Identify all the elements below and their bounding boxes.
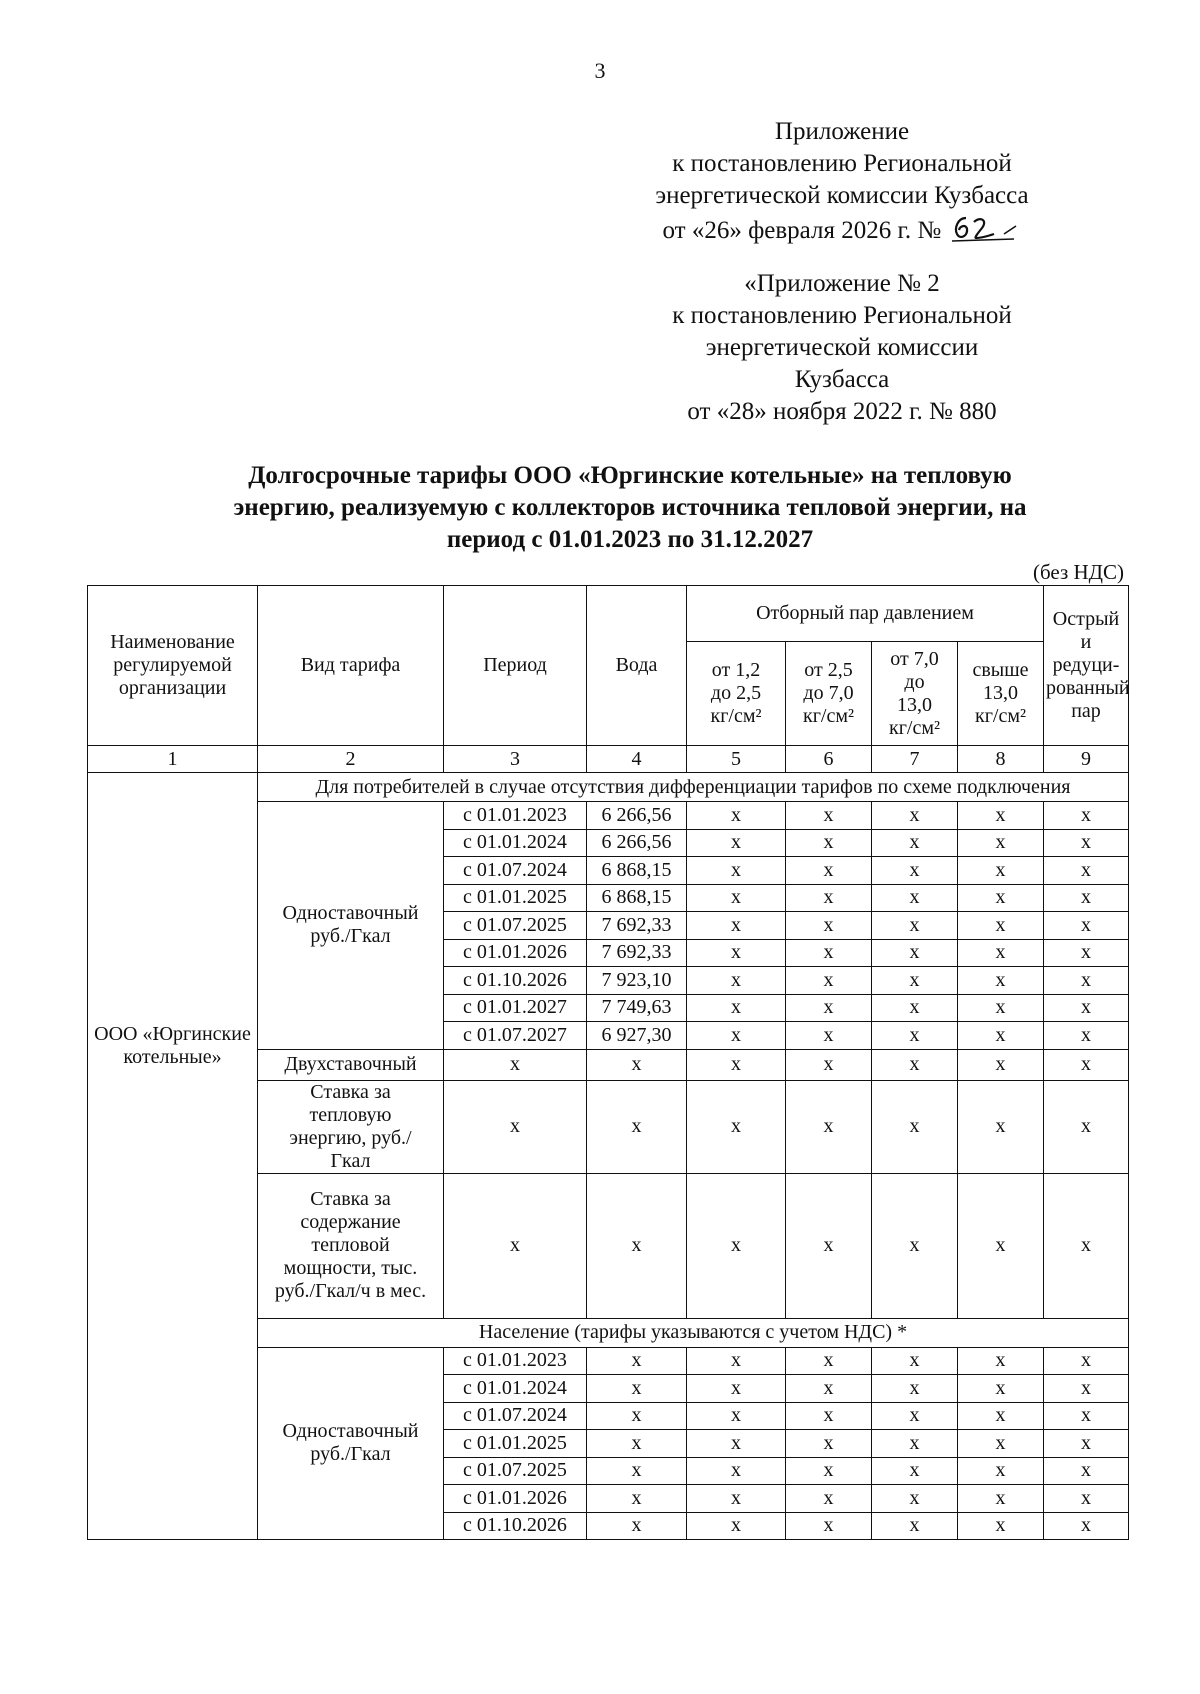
- annex-current-date: от «26» февраля 2026 г. №: [662, 217, 942, 244]
- cross-mark-cell: х: [1044, 857, 1129, 885]
- cross-mark-cell: х: [958, 857, 1044, 885]
- period-cell: с 01.01.2023: [444, 802, 587, 830]
- cross-mark-cell: х: [444, 1049, 587, 1080]
- cross-mark-cell: х: [872, 1347, 958, 1375]
- annex-current-line: Приложение: [774, 118, 910, 145]
- cross-mark-cell: х: [786, 1430, 872, 1458]
- header-steam-4: свыше 13,0 кг/см²: [958, 642, 1044, 746]
- cross-mark-cell: х: [1044, 829, 1129, 857]
- cross-mark-cell: х: [587, 1485, 687, 1513]
- cross-mark-cell: х: [872, 967, 958, 995]
- cross-mark-cell: х: [958, 802, 1044, 830]
- cross-mark-cell: х: [786, 1485, 872, 1513]
- column-number: 7: [872, 746, 958, 773]
- cross-mark-cell: х: [786, 884, 872, 912]
- cross-mark-cell: х: [786, 829, 872, 857]
- header-steam-2: от 2,5 до 7,0 кг/см²: [786, 642, 872, 746]
- water-tariff-cell: 6 868,15: [587, 884, 687, 912]
- water-tariff-cell: 6 266,56: [587, 802, 687, 830]
- cross-mark-cell: х: [872, 994, 958, 1022]
- column-number-row: [88, 746, 1129, 773]
- cross-mark-cell: х: [786, 1402, 872, 1430]
- cross-mark-cell: х: [958, 829, 1044, 857]
- cross-mark-cell: х: [687, 857, 786, 885]
- cross-mark-cell: х: [872, 1049, 958, 1080]
- cross-mark-cell: х: [958, 1402, 1044, 1430]
- header-steam-group: Отборный пар давлением: [687, 586, 1044, 642]
- annex-current-date-line: [562, 212, 1122, 247]
- document-title-line: энергию, реализуемую с коллекторов источника тепловой энергии, на: [233, 494, 1027, 521]
- two-rate-label: Двухставочный: [258, 1049, 444, 1080]
- cross-mark-cell: х: [872, 1402, 958, 1430]
- cross-mark-cell: х: [786, 912, 872, 940]
- water-tariff-cell: 7 692,33: [587, 912, 687, 940]
- cross-mark-cell: х: [958, 1080, 1044, 1173]
- handwritten-number-icon: [948, 212, 1022, 244]
- cross-mark-cell: х: [687, 994, 786, 1022]
- org-name-cell: ООО «Юргинские котельные»: [88, 773, 258, 1319]
- cross-mark-cell: х: [587, 1049, 687, 1080]
- cross-mark-cell: х: [958, 912, 1044, 940]
- document-title-line: период с 01.01.2023 по 31.12.2027: [446, 526, 814, 553]
- cross-mark-cell: х: [958, 884, 1044, 912]
- period-cell: с 01.01.2025: [444, 1430, 587, 1458]
- cross-mark-cell: х: [587, 1402, 687, 1430]
- water-tariff-cell: 6 868,15: [587, 857, 687, 885]
- cross-mark-cell: х: [872, 1173, 958, 1318]
- cross-mark-cell: х: [1044, 1402, 1129, 1430]
- cross-mark-cell: х: [587, 1457, 687, 1485]
- cross-mark-cell: х: [872, 939, 958, 967]
- water-tariff-cell: 7 692,33: [587, 939, 687, 967]
- cross-mark-cell: х: [687, 939, 786, 967]
- cross-mark-cell: х: [444, 1173, 587, 1318]
- cross-mark-cell: х: [687, 1049, 786, 1080]
- water-tariff-cell: 6 266,56: [587, 829, 687, 857]
- cross-mark-cell: х: [587, 1347, 687, 1375]
- cross-mark-cell: х: [1044, 1022, 1129, 1050]
- tariff-table: [87, 585, 1129, 1540]
- header-period: Период: [444, 586, 587, 746]
- annex-previous-line: к постановлению Региональной: [672, 302, 1012, 329]
- cross-mark-cell: х: [958, 1022, 1044, 1050]
- column-number: 4: [587, 746, 687, 773]
- cross-mark-cell: х: [786, 967, 872, 995]
- single-rate-label: Одноставочный руб./Гкал: [258, 802, 444, 1050]
- cross-mark-cell: х: [687, 829, 786, 857]
- table-row: [88, 1318, 1129, 1347]
- cross-mark-cell: х: [1044, 912, 1129, 940]
- water-tariff-cell: 7 923,10: [587, 967, 687, 995]
- cross-mark-cell: х: [587, 1375, 687, 1403]
- column-number: 2: [258, 746, 444, 773]
- cross-mark-cell: х: [1044, 884, 1129, 912]
- cross-mark-cell: х: [872, 884, 958, 912]
- cross-mark-cell: х: [687, 912, 786, 940]
- header-sharp-steam: Острый и редуци-рованный пар: [1044, 586, 1129, 746]
- period-cell: с 01.01.2026: [444, 939, 587, 967]
- cross-mark-cell: х: [958, 939, 1044, 967]
- cross-mark-cell: х: [1044, 1430, 1129, 1458]
- period-cell: с 01.01.2023: [444, 1347, 587, 1375]
- annex-current-line: энергетической комиссии Кузбасса: [655, 182, 1029, 209]
- cross-mark-cell: х: [1044, 802, 1129, 830]
- cross-mark-cell: х: [786, 802, 872, 830]
- section-title: Для потребителей в случае отсутствия дифференциации тарифов по схеме подключения: [258, 773, 1129, 802]
- period-cell: с 01.01.2024: [444, 829, 587, 857]
- header-water: Вода: [587, 586, 687, 746]
- cross-mark-cell: х: [786, 1080, 872, 1173]
- cross-mark-cell: х: [687, 802, 786, 830]
- cross-mark-cell: х: [587, 1512, 687, 1540]
- column-number: 6: [786, 746, 872, 773]
- period-cell: с 01.10.2026: [444, 967, 587, 995]
- vat-note: (без НДС): [1032, 560, 1124, 584]
- annex-current-line: к постановлению Региональной: [672, 150, 1012, 177]
- capacity-rate-label: Ставка за содержание тепловой мощности, тыс. руб./Гкал/ч в мес.: [258, 1173, 444, 1318]
- period-cell: с 01.01.2027: [444, 994, 587, 1022]
- cross-mark-cell: х: [1044, 1457, 1129, 1485]
- cross-mark-cell: х: [786, 939, 872, 967]
- water-tariff-cell: 7 749,63: [587, 994, 687, 1022]
- annex-previous-line: «Приложение № 2: [744, 270, 940, 297]
- period-cell: с 01.07.2025: [444, 912, 587, 940]
- cross-mark-cell: х: [587, 1173, 687, 1318]
- section-title: Население (тарифы указываются с учетом НДС) *: [258, 1318, 1129, 1347]
- period-cell: с 01.07.2025: [444, 1457, 587, 1485]
- cross-mark-cell: х: [687, 1402, 786, 1430]
- cross-mark-cell: х: [872, 912, 958, 940]
- period-cell: с 01.01.2025: [444, 884, 587, 912]
- cross-mark-cell: х: [958, 1347, 1044, 1375]
- cross-mark-cell: х: [587, 1080, 687, 1173]
- energy-rate-label: Ставка за тепловую энергию, руб./Гкал: [258, 1080, 444, 1173]
- period-cell: с 01.01.2024: [444, 1375, 587, 1403]
- cross-mark-cell: х: [958, 1049, 1044, 1080]
- cross-mark-cell: х: [687, 1485, 786, 1513]
- page-number: 3: [594, 58, 606, 83]
- cross-mark-cell: х: [958, 994, 1044, 1022]
- column-number: 8: [958, 746, 1044, 773]
- cross-mark-cell: х: [786, 1347, 872, 1375]
- header-tariff-type: Вид тарифа: [258, 586, 444, 746]
- cross-mark-cell: х: [687, 1080, 786, 1173]
- org-name-cell-continued: [88, 1318, 258, 1540]
- cross-mark-cell: х: [872, 1457, 958, 1485]
- annex-previous-block: [562, 268, 1122, 428]
- column-number: 5: [687, 746, 786, 773]
- cross-mark-cell: х: [687, 884, 786, 912]
- cross-mark-cell: х: [786, 857, 872, 885]
- cross-mark-cell: х: [872, 1430, 958, 1458]
- cross-mark-cell: х: [786, 1457, 872, 1485]
- handwritten-number: [948, 212, 1022, 242]
- annex-current-block: [562, 116, 1122, 247]
- period-cell: с 01.10.2026: [444, 1512, 587, 1540]
- cross-mark-cell: х: [687, 1430, 786, 1458]
- header-steam-3: от 7,0 до 13,0 кг/см²: [872, 642, 958, 746]
- cross-mark-cell: х: [1044, 1173, 1129, 1318]
- cross-mark-cell: х: [958, 1512, 1044, 1540]
- column-number: 3: [444, 746, 587, 773]
- cross-mark-cell: х: [1044, 967, 1129, 995]
- cross-mark-cell: х: [444, 1080, 587, 1173]
- cross-mark-cell: х: [786, 1512, 872, 1540]
- cross-mark-cell: х: [786, 1375, 872, 1403]
- cross-mark-cell: х: [958, 1457, 1044, 1485]
- cross-mark-cell: х: [958, 1173, 1044, 1318]
- cross-mark-cell: х: [587, 1430, 687, 1458]
- cross-mark-cell: х: [958, 1485, 1044, 1513]
- cross-mark-cell: х: [786, 1049, 872, 1080]
- cross-mark-cell: х: [687, 1022, 786, 1050]
- cross-mark-cell: х: [1044, 994, 1129, 1022]
- cross-mark-cell: х: [872, 1375, 958, 1403]
- cross-mark-cell: х: [1044, 939, 1129, 967]
- header-org: Наименование регулируемой организации: [88, 586, 258, 746]
- cross-mark-cell: х: [1044, 1080, 1129, 1173]
- water-tariff-cell: 6 927,30: [587, 1022, 687, 1050]
- period-cell: с 01.07.2027: [444, 1022, 587, 1050]
- period-cell: с 01.07.2024: [444, 1402, 587, 1430]
- document-title: [130, 460, 1130, 556]
- cross-mark-cell: х: [1044, 1049, 1129, 1080]
- annex-previous-line: от «28» ноября 2022 г. № 880: [687, 398, 997, 425]
- cross-mark-cell: х: [872, 1485, 958, 1513]
- cross-mark-cell: х: [872, 1022, 958, 1050]
- cross-mark-cell: х: [786, 994, 872, 1022]
- cross-mark-cell: х: [958, 1375, 1044, 1403]
- cross-mark-cell: х: [872, 802, 958, 830]
- cross-mark-cell: х: [687, 1512, 786, 1540]
- cross-mark-cell: х: [872, 1512, 958, 1540]
- annex-previous-line: Кузбасса: [794, 366, 890, 393]
- column-number: 1: [88, 746, 258, 773]
- cross-mark-cell: х: [687, 1375, 786, 1403]
- cross-mark-cell: х: [1044, 1347, 1129, 1375]
- cross-mark-cell: х: [786, 1022, 872, 1050]
- cross-mark-cell: х: [687, 1457, 786, 1485]
- column-number: 9: [1044, 746, 1129, 773]
- cross-mark-cell: х: [872, 829, 958, 857]
- cross-mark-cell: х: [786, 1173, 872, 1318]
- header-steam-1: от 1,2 до 2,5 кг/см²: [687, 642, 786, 746]
- cross-mark-cell: х: [687, 967, 786, 995]
- cross-mark-cell: х: [1044, 1512, 1129, 1540]
- cross-mark-cell: х: [1044, 1375, 1129, 1403]
- annex-previous-line: энергетической комиссии: [705, 334, 979, 361]
- cross-mark-cell: х: [687, 1347, 786, 1375]
- cross-mark-cell: х: [872, 1080, 958, 1173]
- cross-mark-cell: х: [1044, 1485, 1129, 1513]
- period-cell: с 01.07.2024: [444, 857, 587, 885]
- cross-mark-cell: х: [958, 967, 1044, 995]
- cross-mark-cell: х: [872, 857, 958, 885]
- period-cell: с 01.01.2026: [444, 1485, 587, 1513]
- cross-mark-cell: х: [687, 1173, 786, 1318]
- document-title-line: Долгосрочные тарифы ООО «Юргинские котельные» на тепловую: [248, 462, 1012, 489]
- cross-mark-cell: х: [958, 1430, 1044, 1458]
- single-rate-label: Одноставочный руб./Гкал: [258, 1347, 444, 1540]
